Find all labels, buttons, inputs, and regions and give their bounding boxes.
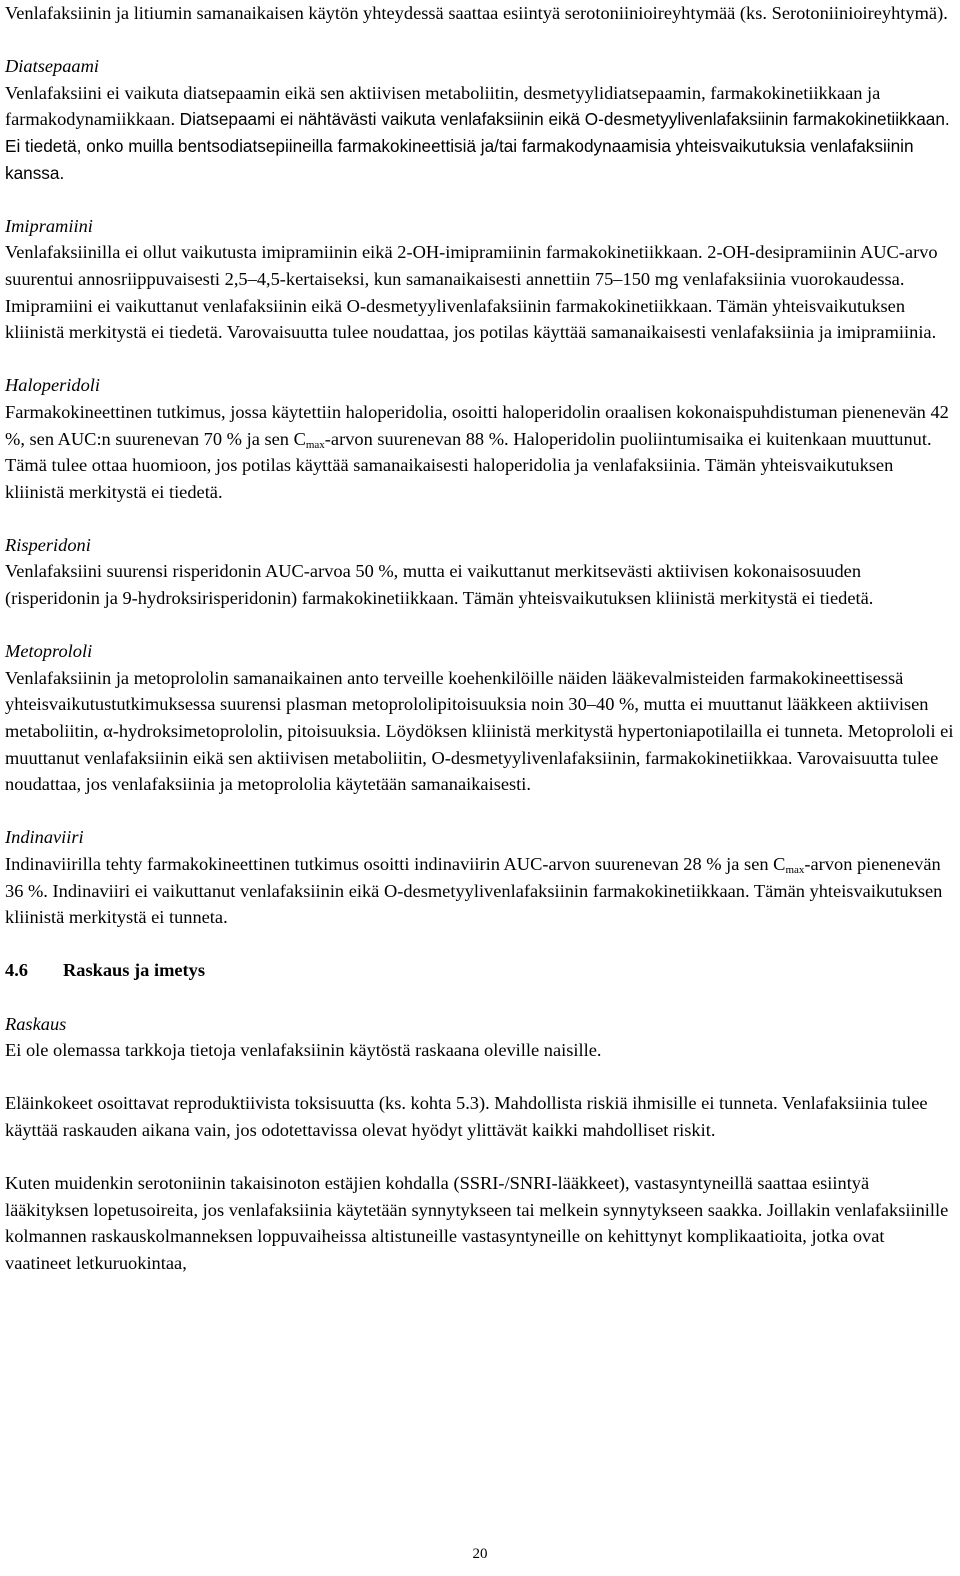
indinaviiri-text-pre: Indinaviirilla tehty farmakokineettinen tutkimus osoitti indinaviirin AUC-arvon suurenevan 28 % ja sen C: [5, 854, 786, 874]
heading-metoprololi: Metoprololi: [5, 641, 93, 662]
raskaus-paragraph-1: Ei ole olemassa tarkkoja tietoja venlafaksiinin käytöstä raskaana oleville naisille.: [5, 1040, 602, 1061]
indinaviiri-text-post: -arvon pienenevän 36 %. Indinaviiri ei vaikuttanut venlafaksiinin eikä O-desmetyylivenlafaksiinin farmakokinetiikkaan. Tämän yhteisvaikutuksen kliinistä merkitystä ei tunneta.: [5, 854, 943, 928]
page-number: 20: [472, 1546, 488, 1562]
section-heading-4-6: [5, 957, 955, 984]
haloperidoli-text-pre: Farmakokineettinen tutkimus, jossa käytettiin haloperidolia, osoitti haloperidolin oraalisen kokonaispuhdistuman pienenevän 42 %, sen AUC:n suurenevan 70 % ja sen C: [5, 401, 949, 449]
metoprololi-paragraph: Venlafaksiinin ja metoprololin samanaikainen anto terveille koehenkilöille näiden lääkevalmisteiden farmakokineettisessä yhteisvaikutustutkimuksessa suurensi plasman metoprololipitoisuuksia noin 30–40 %, mutta ei muuttanut lääkkeen aktiivisen metaboliitin, α-hydroksimetoprololin, pitoisuuksia. Löydöksen kliinistä merkitystä hypertoniapotilailla ei tunneta. Metoprololi ei muuttanut venlafaksiinin eikä sen aktiivisen metaboliitin, O-desmetyylivenlafaksiinin, farmakokinetiikkaa. Varovaisuutta tulee noudattaa, jos venlafaksiinia ja metoprololia käytetään samanaikaisesti.: [5, 667, 954, 795]
section-number: 4.6: [5, 960, 28, 981]
heading-raskaus: Raskaus: [5, 1013, 67, 1034]
heading-diatsepaami: Diatsepaami: [5, 56, 99, 77]
risperidoni-paragraph: Venlafaksiini suurensi risperidonin AUC-arvoa 50 %, mutta ei vaikuttanut merkitsevästi aktiivisen kokonaisosuuden (risperidonin ja 9-hydroksirisperidonin) farmakokinetiikkaan. Tämän yhteisvaikutuksen kliinistä merkitystä ei tiedetä.: [5, 561, 874, 609]
section-title: Raskaus ja imetys: [63, 960, 206, 981]
heading-risperidoni: Risperidoni: [5, 534, 91, 555]
haloperidoli-text-post: -arvon suurenevan 88 %. Haloperidolin puoliintumisaika ei kuitenkaan muuttunut. Tämä tulee ottaa huomioon, jos potilas käyttää samanaikaisesti haloperidolia ja venlafaksiinia. Tämän yhteisvaikutuksen kliinistä merkitystä ei tiedetä.: [5, 428, 932, 502]
haloperidoli-subscript: max: [305, 438, 325, 451]
imipramiini-paragraph: Venlafaksiinilla ei ollut vaikutusta imipramiinin eikä 2-OH-imipramiinin farmakokinetiikkaan. 2-OH-desipramiinin AUC-arvo suurentui annosriippuvaisesti 2,5–4,5-kertaiseksi, kun samanaikaisesti annettiin 75–150 mg venlafaksiinia vuorokaudessa. Imipramiini ei vaikuttanut venlafaksiinin eikä O-desmetyylivenlafaksiinin farmakokinetiikkaan. Tämän yhteisvaikutuksen kliinistä merkitystä ei tiedetä. Varovaisuutta tulee noudattaa, jos potilas käyttää samanaikaisesti venlafaksiinia ja imipramiinia.: [5, 242, 938, 343]
diatsepaami-paragraph: [5, 80, 955, 186]
diatsepaami-text-b: Diatsepaami ei nähtävästi vaikuta venlafaksiinin eikä O-desmetyylivenlafaksiinin farmakokinetiikkaan. Ei tiedetä, onko muilla bentsodiatsepiineilla farmakokineettisiä ja/tai farmakodynaamisia yhteisvaikutuksia venlafaksiinin kanssa.: [5, 109, 950, 183]
intro-paragraph: Venlafaksiinin ja litiumin samanaikaisen käytön yhteydessä saattaa esiintyä serotoniinioireyhtymää (ks. Serotoniinioireyhtymä).: [5, 3, 948, 23]
document-page: [5, 0, 955, 1277]
raskaus-paragraph-3: Kuten muidenkin serotoniinin takaisinoton estäjien kohdalla (SSRI-/SNRI-lääkkeet), vastasyntyneillä saattaa esiintyä lääkityksen lopetusoireita, jos venlafaksiinia käytetään synnytykseen tai melkein synnytykseen saakka. Joillakin venlafaksiinille kolmannen raskauskolmanneksen loppuvaiheissa altistuneille vastasyntyneille on kehittynyt komplikaatioita, jotka ovat vaatineet letkuruokintaa,: [5, 1173, 949, 1273]
heading-haloperidoli: Haloperidoli: [5, 375, 101, 396]
diatsepaami-text-a: Venlafaksiini ei vaikuta diatsepaamin eikä sen aktiivisen metaboliitin, desmetyylidiatsepaamin, farmakokinetiikkaan ja farmakodynamiikkaan.: [5, 82, 881, 130]
haloperidoli-paragraph: [5, 399, 955, 505]
raskaus-paragraph-2: Eläinkokeet osoittavat reproduktiivista toksisuutta (ks. kohta 5.3). Mahdollista riskiä ihmisille ei tunneta. Venlafaksiinia tulee käyttää raskauden aikana vain, jos odotettavissa olevat hyödyt ylittävät kaikki mahdolliset riskit.: [5, 1093, 928, 1140]
indinaviiri-subscript: max: [785, 864, 805, 876]
heading-indinaviiri: Indinaviiri: [5, 827, 84, 848]
indinaviiri-paragraph: [5, 851, 955, 931]
heading-imipramiini: Imipramiini: [5, 215, 93, 236]
